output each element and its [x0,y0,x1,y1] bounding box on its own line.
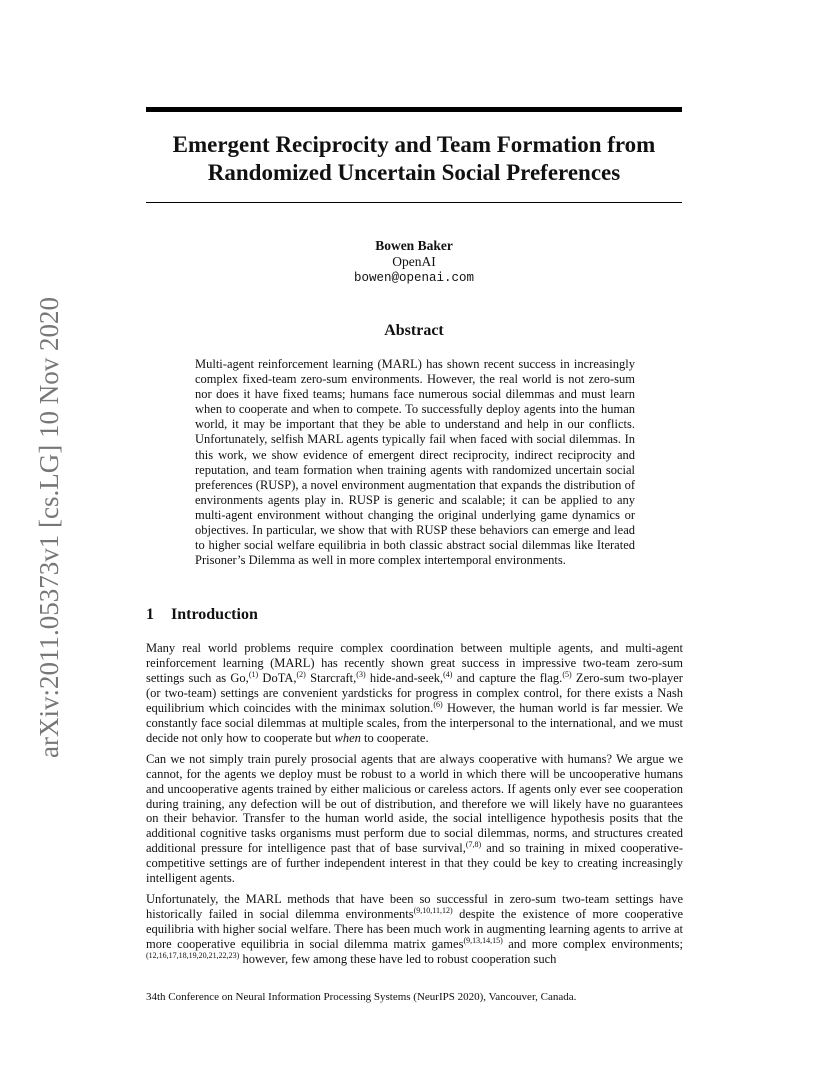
p1-text-h: to cooperate. [360,730,429,745]
p3-text-c: and more complex environments; [502,937,683,952]
paper-title [146,131,682,187]
citation[interactable]: (12,16,17,18,19,20,21,22,23) [146,950,240,960]
p3-text-b: despite the existence of more cooperative equilibria with higher social welfare. There has been much work in augmenting learning agents to arrive at more cooperative equilibria in social dilemma matrix games [146,907,683,952]
title-top-rule [146,107,682,112]
citation[interactable]: (5) [562,669,572,679]
p2-text-a: Can we not simply train purely prosocial agents that are always cooperative with humans? We argue we cannot, for the agents we deploy must be robust to a world in which there will be uncooperative humans and uncooperative agents trained by either malicious or careless actors. If agents only ever see cooperation during training, any defection will be out of distribution, and therefore we will likely have no guarantees on their behavior. Transfer to the human world aside, the social intelligence hypothesis posits that the additional cognitive tasks organisms must perform due to social dilemmas, norms, and structures created additional pressure for intelligence past that of base survival, [146,751,683,856]
author-block [146,238,682,286]
p2-text-b: and so training in mixed cooperative-competitive settings are of further independent interest in that they could be key to creating increasingly intelligent agents. [146,841,683,886]
p1-text-a: Many real world problems require complex coordination between multiple agents, and multi-agent reinforcement learning (MARL) has recently shown great success in impressive two-team zero-sum settings such as Go, [146,641,683,685]
paragraph-1 [146,641,683,746]
emphasis: when [334,730,361,745]
p1-text-c: Starcraft, [305,670,357,685]
abstract-heading: Abstract [384,322,444,339]
citation[interactable]: (3) [356,669,366,679]
introduction-body [146,641,683,973]
section-title: Introduction [171,606,258,623]
citation[interactable]: (9,10,11,12) [413,906,453,916]
p1-text-b: DoTA, [258,670,297,685]
citation[interactable]: (6) [433,699,443,709]
p1-text-f: Zero-sum two-player (or two-team) settings are convenient yardsticks for progress in complex control, for there exists a Nash equilibrium which coincides with the minimax solution. [146,670,683,715]
p3-text-d: however, few among these have led to robust cooperation such [239,952,557,967]
p3-text-a: Unfortunately, the MARL methods that have been so successful in zero-sum two-team settings have historically failed in social dilemma environments [146,892,683,922]
citation[interactable]: (1) [248,669,259,679]
p1-text-d: hide-and-seek, [365,670,444,685]
section-number: 1 [146,606,154,623]
paragraph-2 [146,752,683,887]
title-line-2: Randomized Uncertain Social Preferences [207,160,621,185]
paragraph-3 [146,892,683,967]
citation[interactable]: (4) [443,669,453,679]
title-bottom-rule [146,202,682,203]
citation[interactable]: (9,13,14,15) [463,935,503,945]
citation[interactable]: (2) [296,669,306,679]
author-email[interactable]: bowen@openai.com [353,271,475,285]
p1-text-e: and capture the flag. [452,670,563,685]
author-affiliation: OpenAI [392,254,436,269]
arxiv-identifier: arXiv:2011.05373v1 [cs.LG] 10 Nov 2020 [34,297,64,758]
citation[interactable]: (7,8) [465,840,482,850]
section-heading-introduction [146,606,258,624]
abstract-text: Multi-agent reinforcement learning (MARL) has shown recent success in increasingly complex fixed-team zero-sum environments. However, the real world is not zero-sum nor does it have fixed teams; humans face numerous social dilemmas and must learn when to cooperate and when to compete. To successfully deploy agents into the human world, it may be important that they be able to understand and help in our conflicts. Unfortunately, selfish MARL agents typically fail when faced with social dilemmas. In this work, we show evidence of emergent direct reciprocity, indirect reciprocity and reputation, and team formation when training agents with randomized uncertain social preferences (RUSP), a novel environment augmentation that expands the distribution of environments agents play in. RUSP is generic and scalable; it can be applied to any multi-agent environment without changing the original underlying game dynamics or objectives. In particular, we show that with RUSP these behaviors can emerge and lead to higher social welfare equilibria in both classic abstract social dilemmas like Iterated Prisoner’s Dilemma as well in more complex intertemporal environments. [195,357,635,568]
p1-text-g: However, the human world is far messier. We constantly face social dilemmas at multiple scales, from the interpersonal to the international, and we must decide not only how to cooperate but [146,700,683,745]
title-line-1: Emergent Reciprocity and Team Formation from [172,132,656,157]
conference-footnote: 34th Conference on Neural Information Processing Systems (NeurIPS 2020), Vancouver, Canada. [146,991,577,1003]
author-name: Bowen Baker [375,238,453,253]
